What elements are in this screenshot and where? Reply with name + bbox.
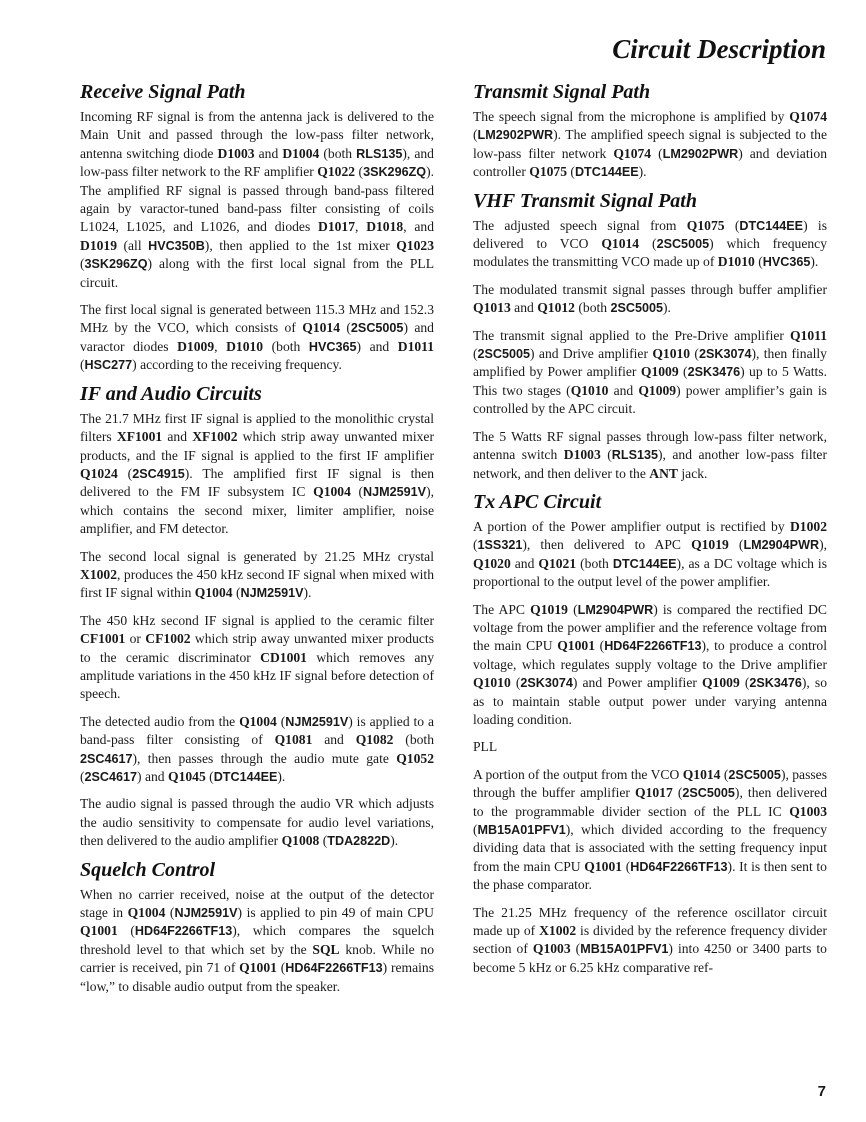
component-ref: Q1014 xyxy=(601,236,640,252)
component-ref: Q1011 xyxy=(789,327,827,343)
paragraph: The 5 Watts RF signal passes through low-pass filter network, antenna switch D1003 (RLS135), and another low-pass filter network, and then deliver to the ANT jack. xyxy=(473,428,827,481)
component-ref: Q1019 xyxy=(691,537,729,553)
component-ref: Q1004 xyxy=(239,713,277,729)
component-ref: Q1024 xyxy=(80,465,118,481)
paragraph: Incoming RF signal is from the antenna jack is delivered to the Main Unit and passed through the low-pass filter network, antenna switching diode D1003 and D1004 (both RLS135), and low-pass filter network to the RF amplifier Q1022 (3SK296ZQ). The amplified RF signal is passed through band-pass filtered again by varactor-tuned band-pass filter consisting of coils L1024, L1025, and L1026, and diodes D1017, D1018, and D1019 (all HVC350B), then applied to the 1st mixer Q1023 (3SK296ZQ) along with the first local signal from the PLL circuit. xyxy=(80,109,434,290)
paragraph: When no carrier received, noise at the output of the detector stage in Q1004 (NJM2591V) is applied to pin 49 of main CPU Q1001 (HD64F2266TF13), which compares the squelch threshold level to that which set by the SQL knob. While no carrier is received, pin 71 of Q1001 (HD64F2266TF13) remains “low,” to disable audio output from the speaker. xyxy=(80,886,434,994)
component-ref: XF1002 xyxy=(192,429,238,445)
part-number: 3SK296ZQ xyxy=(363,165,427,180)
component-ref: Q1009 xyxy=(640,364,679,380)
part-number: MB15A01PFV1 xyxy=(580,942,669,957)
component-ref: Q1008 xyxy=(281,833,320,849)
part-number: TDA2822D xyxy=(327,834,391,849)
section-heading: Tx APC Circuit xyxy=(473,490,602,513)
component-ref: D1018 xyxy=(366,219,404,235)
part-number: NJM2591V xyxy=(363,485,427,500)
component-ref: D1019 xyxy=(80,237,118,253)
section xyxy=(80,82,434,375)
part-number: 2SK3074 xyxy=(698,347,752,362)
part-number: HVC350B xyxy=(148,238,205,253)
right-column xyxy=(473,82,827,986)
component-ref: D1009 xyxy=(177,338,215,354)
component-ref: X1002 xyxy=(80,566,118,582)
paragraph: The APC Q1019 (LM2904PWR) is compared the rectified DC voltage from the power amplifier and the reference voltage from the main CPU Q1001 (HD64F2266TF13), to produce a control voltage, which regulates supply voltage to the Drive amplifier Q1010 (2SK3074) and Power amplifier Q1009 (2SK3476), so as to maintain stable output power under varying antenna loading condition. xyxy=(473,601,827,727)
part-number: RLS135 xyxy=(356,146,403,161)
part-number: HD64F2266TF13 xyxy=(285,961,383,976)
part-number: HVC365 xyxy=(762,255,811,270)
component-ref: D1003 xyxy=(563,447,601,463)
component-ref: Q1045 xyxy=(168,769,206,784)
paragraph: A portion of the output from the VCO Q1014 (2SC5005), passes through the buffer amplifier Q1017 (2SC5005), then delivered to the programmable divider section of the PLL IC Q1003 (MB15A01PFV1), which divided according to the frequency dividing data that is associated with the setting frequency input from the main CPU Q1001 (HD64F2266TF13). It is then sent to the phase comparator. xyxy=(473,766,827,893)
section xyxy=(473,191,827,483)
component-ref: Q1074 xyxy=(613,145,652,161)
component-ref: Q1009 xyxy=(638,382,677,398)
paragraph: The speech signal from the microphone is amplified by Q1074 (LM2902PWR). The amplified speech signal is subjected to the low-pass filter network Q1074 (LM2902PWR) and deviation controller Q1075 (DTC144EE). xyxy=(473,109,827,180)
component-ref: D1010 xyxy=(717,254,755,270)
section xyxy=(473,492,827,977)
component-ref: CF1001 xyxy=(80,631,126,647)
part-number: LM2902PWR xyxy=(662,146,739,161)
component-ref: CF1002 xyxy=(145,631,191,647)
part-number: RLS135 xyxy=(611,448,658,463)
component-ref: Q1001 xyxy=(557,638,595,654)
part-number: DTC144EE xyxy=(739,218,804,233)
part-number: NJM2591V xyxy=(240,586,304,601)
component-ref: Q1010 xyxy=(473,675,511,691)
section xyxy=(80,860,434,996)
component-ref: ANT xyxy=(649,465,678,481)
part-number: NJM2591V xyxy=(285,714,349,729)
component-ref: SQL xyxy=(312,941,340,957)
paragraph: A portion of the Power amplifier output is rectified by D1002 (1SS321), then delivered to APC Q1019 (LM2904PWR), Q1020 and Q1021 (both DTC144EE), as a DC voltage which is proportional to the output level of the power amplifier. xyxy=(473,518,827,590)
paragraph: The 21.7 MHz first IF signal is applied to the monolithic crystal filters XF1001 and XF1002 which strip away unwanted mixer products, and the IF signal is applied to the first IF amplifier Q1024 (2SC4915). The amplified first IF signal is then delivered to the FM IF subsystem IC Q1004 (NJM2591V), which contains the second mixer, limiter amplifier, noise amplifier, and FM detector. xyxy=(80,410,434,537)
component-ref: Q1081 xyxy=(274,732,313,748)
part-number: DTC144EE xyxy=(612,556,677,571)
part-number: LM2902PWR xyxy=(477,128,554,143)
component-ref: Q1009 xyxy=(701,675,740,691)
section-heading: Squelch Control xyxy=(80,858,216,881)
component-ref: Q1003 xyxy=(789,803,827,819)
paragraph: The audio signal is passed through the audio VR which adjusts the audio sensitivity to compensate for audio level variations, then delivered to the audio amplifier Q1008 (TDA2822D). xyxy=(80,796,434,849)
part-number: MB15A01PFV1 xyxy=(477,823,566,837)
component-ref: Q1082 xyxy=(355,732,394,748)
component-ref: Q1010 xyxy=(570,382,609,398)
component-ref: Q1001 xyxy=(239,960,277,976)
component-ref: Q1075 xyxy=(686,217,725,233)
paragraph: The detected audio from the Q1004 (NJM2591V) is applied to a band-pass filter consisting of Q1081 and Q1082 (both 2SC4617), then passes through the audio mute gate Q1052 (2SC4617) and Q1045 (DTC144EE). xyxy=(80,713,435,784)
component-ref: CD1001 xyxy=(260,649,307,665)
paragraph: The 450 kHz second IF signal is applied to the ceramic filter CF1001 or CF1002 which strip away unwanted mixer products to the ceramic discriminator CD1001 which removes any amplitude variations in the 450 kHz IF signal before detection of speech. xyxy=(80,612,434,702)
component-ref: Q1004 xyxy=(313,484,351,500)
part-number: HD64F2266TF13 xyxy=(134,924,233,939)
part-number: 2SC4617 xyxy=(84,770,138,784)
part-number: 2SC5005 xyxy=(682,786,735,801)
component-ref: D1002 xyxy=(789,518,827,534)
part-number: LM2904PWR xyxy=(577,602,654,617)
section-heading: Transmit Signal Path xyxy=(473,81,651,103)
part-number: DTC144EE xyxy=(213,770,278,784)
part-number: HD64F2266TF13 xyxy=(604,639,702,654)
part-number: 2SK3074 xyxy=(520,676,573,691)
section-heading: IF and Audio Circuits xyxy=(80,382,262,405)
component-ref: Q1001 xyxy=(80,923,118,939)
part-number: DTC144EE xyxy=(574,165,639,180)
part-number: 2SC5005 xyxy=(656,237,710,252)
component-ref: Q1004 xyxy=(194,585,233,601)
paragraph: The transmit signal applied to the Pre-Drive amplifier Q1011 (2SC5005) and Drive amplifier Q1010 (2SK3074), then finally amplified by Power amplifier Q1009 (2SK3476) up to 5 Watts. This two stages (Q1010 and Q1009) power amplifier’s gain is controlled by the APC circuit. xyxy=(473,327,827,417)
section-heading: Receive Signal Path xyxy=(80,81,246,103)
component-ref: D1004 xyxy=(282,145,320,161)
page-title: Circuit Description xyxy=(612,34,826,64)
page-number: 7 xyxy=(817,1083,826,1100)
part-number: 2SK3476 xyxy=(749,676,802,691)
component-ref: Q1021 xyxy=(538,555,577,571)
paragraph: The second local signal is generated by 21.25 MHz crystal X1002, produces the 450 kHz second IF signal when mixed with first IF signal within Q1004 (NJM2591V). xyxy=(80,548,434,601)
section xyxy=(80,384,434,851)
part-number: 2SC4915 xyxy=(132,466,185,481)
component-ref: Q1014 xyxy=(302,320,341,336)
component-ref: Q1075 xyxy=(529,164,568,180)
component-ref: Q1012 xyxy=(537,300,575,316)
left-column xyxy=(80,82,434,1005)
part-number: 2SC5005 xyxy=(350,321,404,336)
paragraph: The first local signal is generated between 115.3 MHz and 152.3 MHz by the VCO, which consists of Q1014 (2SC5005) and varactor diodes D1009, D1010 (both HVC365) and D1011 (HSC277) according to the receiving frequency. xyxy=(80,302,435,373)
component-ref: Q1074 xyxy=(789,109,827,124)
paragraph: The 21.25 MHz frequency of the reference oscillator circuit made up of X1002 is divided by the reference frequency divider section of Q1003 (MB15A01PFV1) into 4250 or 3400 parts to become 5 kHz or 6.25 kHz comparative ref- xyxy=(473,904,827,975)
component-ref: Q1004 xyxy=(127,905,166,921)
component-ref: Q1001 xyxy=(584,858,623,874)
component-ref: D1010 xyxy=(226,338,264,354)
component-ref: X1002 xyxy=(539,923,577,939)
component-ref: Q1020 xyxy=(473,555,511,571)
component-ref: D1003 xyxy=(217,145,255,161)
paragraph: The modulated transmit signal passes through buffer amplifier Q1013 and Q1012 (both 2SC5005). xyxy=(473,281,827,316)
part-number: 2SC4617 xyxy=(80,751,133,766)
component-ref: Q1023 xyxy=(396,237,434,253)
component-ref: Q1013 xyxy=(473,300,511,316)
part-number: HD64F2266TF13 xyxy=(630,859,728,874)
component-ref: D1017 xyxy=(318,219,356,235)
component-ref: Q1003 xyxy=(532,941,571,957)
component-ref: Q1017 xyxy=(635,785,673,801)
part-number: 3SK296ZQ xyxy=(84,257,148,272)
section xyxy=(473,82,827,182)
paragraph: PLL xyxy=(473,739,498,755)
part-number: 2SC5005 xyxy=(728,767,781,782)
part-number: 2SC5005 xyxy=(610,301,663,316)
part-number: 1SS321 xyxy=(477,538,523,553)
part-number: 2SC5005 xyxy=(477,347,531,362)
part-number: 2SK3476 xyxy=(687,365,741,380)
component-ref: Q1019 xyxy=(530,601,568,617)
component-ref: Q1014 xyxy=(682,766,721,782)
component-ref: Q1052 xyxy=(396,750,434,766)
part-number: HSC277 xyxy=(84,358,133,373)
component-ref: Q1010 xyxy=(652,346,691,362)
section-heading: VHF Transmit Signal Path xyxy=(473,189,697,212)
part-number: NJM2591V xyxy=(174,906,238,921)
part-number: LM2904PWR xyxy=(743,538,820,553)
part-number: HVC365 xyxy=(308,339,357,354)
component-ref: Q1022 xyxy=(317,164,356,180)
paragraph: The adjusted speech signal from Q1075 (DTC144EE) is delivered to VCO Q1014 (2SC5005) which frequency modulates the transmitting VCO made up of D1010 (HVC365). xyxy=(473,217,827,270)
component-ref: XF1001 xyxy=(116,429,163,445)
component-ref: D1011 xyxy=(397,338,435,354)
